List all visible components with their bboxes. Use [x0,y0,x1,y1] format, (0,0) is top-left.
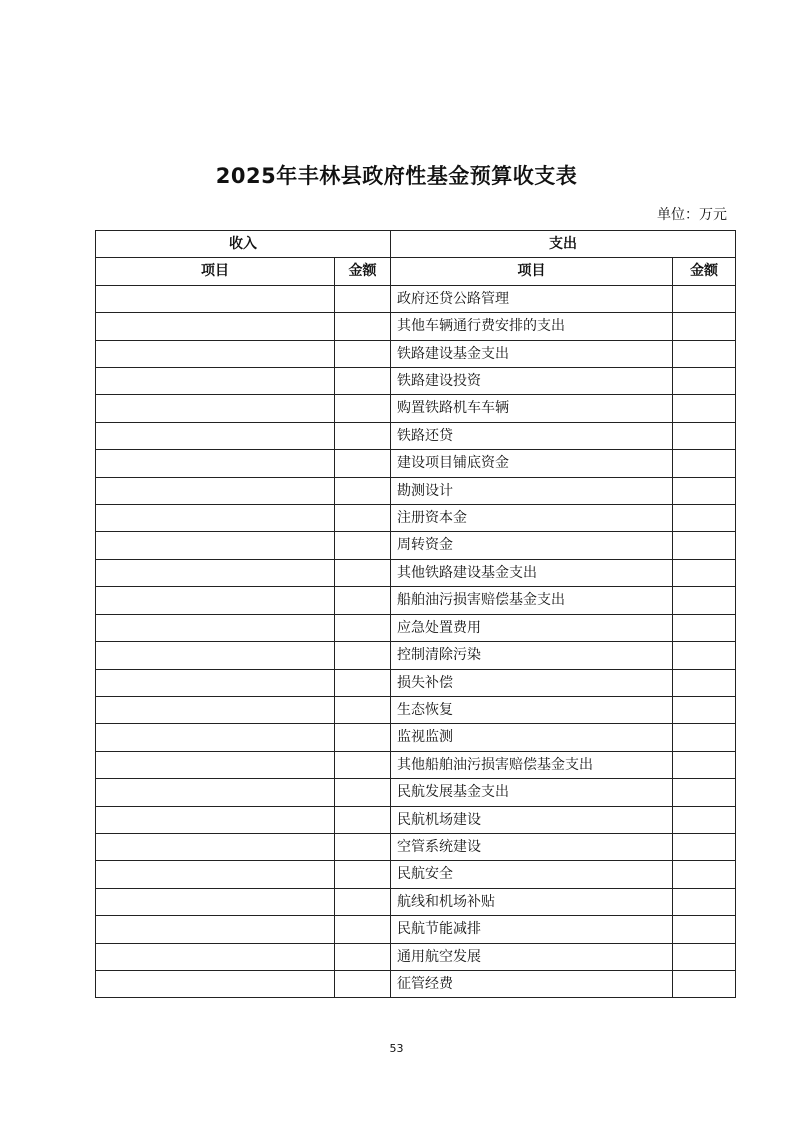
table-row [96,450,736,477]
table-row [96,833,736,860]
expense-item-cell: 铁路建设基金支出 [391,340,673,367]
income-item-cell [96,340,335,367]
expense-amount-cell [673,395,736,422]
expense-amount-cell [673,724,736,751]
income-item-cell [96,368,335,395]
expense-item-cell: 民航发展基金支出 [391,779,673,806]
table-row [96,696,736,723]
income-item-cell [96,970,335,997]
table-row [96,861,736,888]
expense-amount-cell [673,943,736,970]
income-header: 收入 [96,231,391,258]
expense-item-cell: 征管经费 [391,970,673,997]
expense-item-cell: 民航节能减排 [391,916,673,943]
income-amount-cell [335,559,391,586]
page-title: 2025年丰林县政府性基金预算收支表 [215,164,578,188]
expense-item-cell: 其他车辆通行费安排的支出 [391,313,673,340]
budget-table [95,230,736,998]
expense-amount-column-header: 金额 [673,258,736,285]
expense-item-cell: 政府还贷公路管理 [391,285,673,312]
expense-amount-cell [673,587,736,614]
income-item-cell [96,833,335,860]
income-amount-cell [335,422,391,449]
table-row [96,751,736,778]
unit-label: 单位：万元 [657,207,727,223]
expense-item-cell: 空管系统建设 [391,833,673,860]
expense-amount-cell [673,888,736,915]
table-row [96,724,736,751]
table-row [96,477,736,504]
income-item-cell [96,696,335,723]
income-amount-cell [335,943,391,970]
income-amount-cell [335,779,391,806]
income-item-cell [96,861,335,888]
expense-item-cell: 控制清除污染 [391,642,673,669]
income-amount-cell [335,696,391,723]
income-amount-cell [335,614,391,641]
expense-amount-cell [673,368,736,395]
expense-amount-cell [673,916,736,943]
table-row [96,368,736,395]
table-column-header-row [96,258,736,285]
expense-amount-cell [673,313,736,340]
income-amount-cell [335,806,391,833]
expense-item-cell: 购置铁路机车车辆 [391,395,673,422]
expense-amount-cell [673,696,736,723]
income-amount-cell [335,450,391,477]
income-item-cell [96,724,335,751]
income-amount-cell [335,916,391,943]
expense-item-cell: 民航机场建设 [391,806,673,833]
expense-header: 支出 [391,231,736,258]
table-row [96,395,736,422]
expense-amount-cell [673,779,736,806]
income-amount-cell [335,532,391,559]
income-item-cell [96,559,335,586]
income-item-cell [96,313,335,340]
income-item-cell [96,806,335,833]
income-item-cell [96,285,335,312]
income-amount-cell [335,642,391,669]
income-item-cell [96,505,335,532]
expense-item-cell: 船舶油污损害赔偿基金支出 [391,587,673,614]
income-amount-column-header: 金额 [335,258,391,285]
expense-item-cell: 铁路还贷 [391,422,673,449]
income-amount-cell [335,861,391,888]
income-amount-cell [335,833,391,860]
table-row [96,587,736,614]
expense-item-cell: 周转资金 [391,532,673,559]
expense-item-cell: 损失补偿 [391,669,673,696]
expense-item-cell: 航线和机场补贴 [391,888,673,915]
table-row [96,669,736,696]
income-amount-cell [335,477,391,504]
expense-amount-cell [673,422,736,449]
table-row [96,559,736,586]
income-item-cell [96,642,335,669]
income-item-cell [96,751,335,778]
table-row [96,340,736,367]
expense-item-cell: 监视监测 [391,724,673,751]
income-amount-cell [335,395,391,422]
income-amount-cell [335,669,391,696]
income-item-cell [96,395,335,422]
table-row [96,779,736,806]
table-body [96,285,736,998]
table-row [96,285,736,312]
expense-amount-cell [673,505,736,532]
table-row [96,916,736,943]
table-group-header-row [96,231,736,258]
expense-item-cell: 民航安全 [391,861,673,888]
income-amount-cell [335,505,391,532]
income-amount-cell [335,587,391,614]
expense-amount-cell [673,642,736,669]
income-amount-cell [335,724,391,751]
expense-item-cell: 铁路建设投资 [391,368,673,395]
expense-amount-cell [673,340,736,367]
expense-amount-cell [673,806,736,833]
income-item-cell [96,888,335,915]
income-item-cell [96,477,335,504]
expense-amount-cell [673,669,736,696]
table-row [96,422,736,449]
income-item-cell [96,943,335,970]
expense-item-cell: 其他铁路建设基金支出 [391,559,673,586]
income-amount-cell [335,368,391,395]
expense-item-cell: 应急处置费用 [391,614,673,641]
expense-item-column-header: 项目 [391,258,673,285]
expense-amount-cell [673,614,736,641]
table-row [96,614,736,641]
expense-amount-cell [673,751,736,778]
expense-amount-cell [673,285,736,312]
income-item-cell [96,422,335,449]
table-row [96,642,736,669]
expense-item-cell: 生态恢复 [391,696,673,723]
page-number: 53 [389,1042,404,1055]
income-item-cell [96,614,335,641]
income-amount-cell [335,888,391,915]
expense-amount-cell [673,477,736,504]
expense-amount-cell [673,559,736,586]
expense-item-cell: 通用航空发展 [391,943,673,970]
income-amount-cell [335,970,391,997]
table-row [96,806,736,833]
expense-item-cell: 勘测设计 [391,477,673,504]
expense-amount-cell [673,532,736,559]
table-row [96,888,736,915]
table-row [96,532,736,559]
income-item-cell [96,450,335,477]
income-item-cell [96,587,335,614]
table-row [96,943,736,970]
income-amount-cell [335,751,391,778]
expense-amount-cell [673,861,736,888]
table-row [96,970,736,997]
expense-amount-cell [673,833,736,860]
expense-item-cell: 注册资本金 [391,505,673,532]
income-amount-cell [335,340,391,367]
income-item-cell [96,916,335,943]
table-row [96,313,736,340]
expense-item-cell: 其他船舶油污损害赔偿基金支出 [391,751,673,778]
income-item-cell [96,669,335,696]
expense-amount-cell [673,970,736,997]
expense-item-cell: 建设项目铺底资金 [391,450,673,477]
income-item-cell [96,779,335,806]
income-item-cell [96,532,335,559]
table-row [96,505,736,532]
expense-amount-cell [673,450,736,477]
income-amount-cell [335,285,391,312]
income-amount-cell [335,313,391,340]
income-item-column-header: 项目 [96,258,335,285]
